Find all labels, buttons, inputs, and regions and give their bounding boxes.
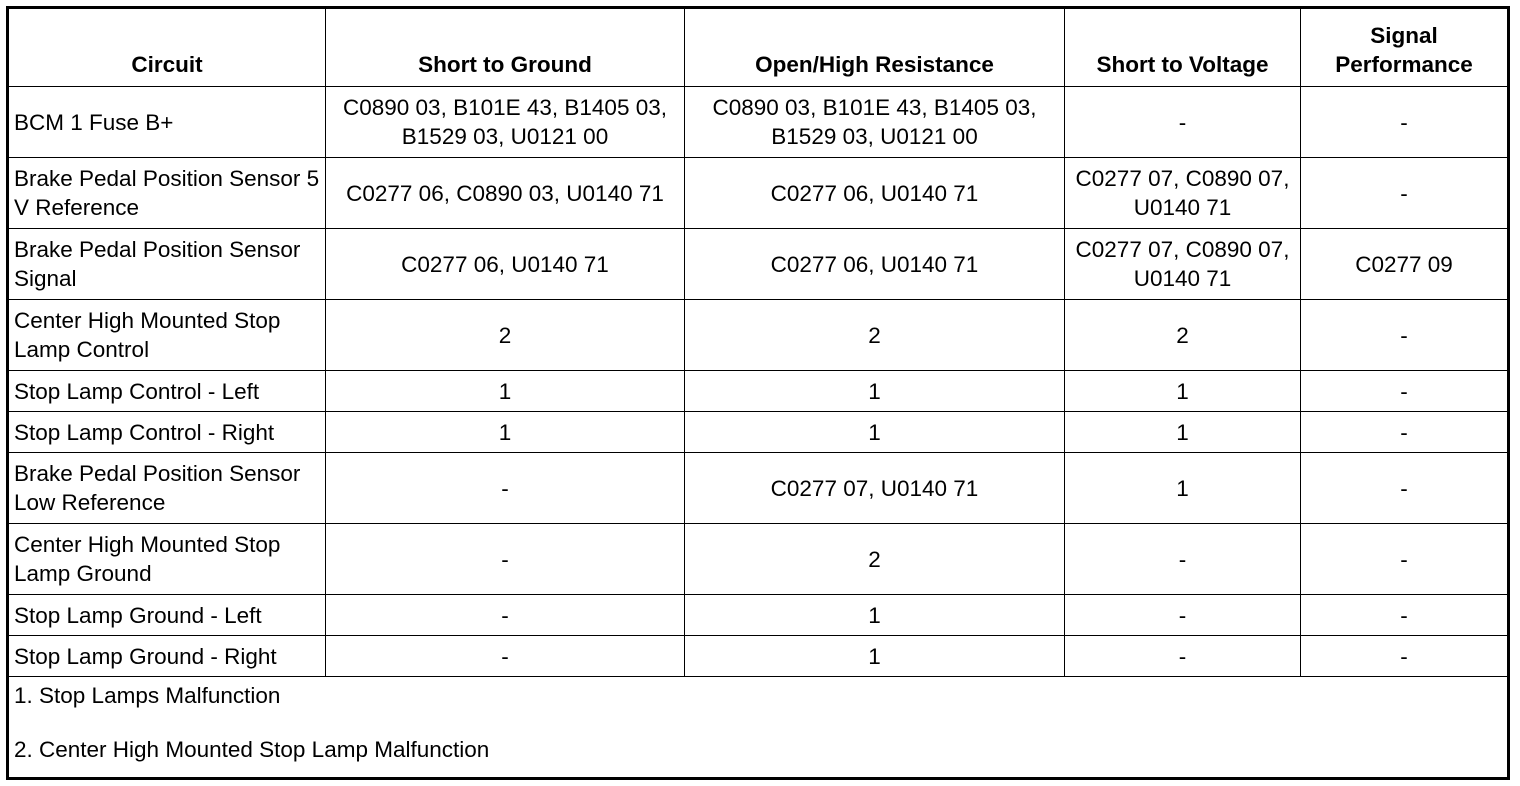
short-to-voltage-cell: C0277 07, C0890 07, U0140 71 (1065, 229, 1301, 300)
short-to-voltage-cell: 1 (1065, 412, 1301, 453)
signal-performance-cell: - (1301, 453, 1509, 524)
circuit-cell: Stop Lamp Control - Right (8, 412, 326, 453)
open-high-resistance-cell: 1 (685, 636, 1065, 677)
circuit-cell: Stop Lamp Ground - Left (8, 595, 326, 636)
short-to-ground-cell: - (326, 453, 685, 524)
diagnostic-table-container (6, 6, 1507, 780)
open-high-resistance-cell: C0277 07, U0140 71 (685, 453, 1065, 524)
notes-cell (8, 677, 1509, 779)
table-row (8, 158, 1509, 229)
short-to-voltage-cell: 1 (1065, 371, 1301, 412)
footnote-2: 2. Center High Mounted Stop Lamp Malfunction (14, 737, 490, 762)
table-row (8, 229, 1509, 300)
signal-performance-cell: - (1301, 595, 1509, 636)
open-high-resistance-cell: C0277 06, U0140 71 (685, 158, 1065, 229)
footnote-1: 1. Stop Lamps Malfunction (14, 683, 281, 708)
circuit-cell: Center High Mounted Stop Lamp Control (8, 300, 326, 371)
open-high-resistance-cell: 2 (685, 300, 1065, 371)
table-row (8, 636, 1509, 677)
table-row (8, 412, 1509, 453)
header-open-high-resistance: Open/High Resistance (685, 8, 1065, 87)
circuit-cell: Center High Mounted Stop Lamp Ground (8, 524, 326, 595)
open-high-resistance-cell: 2 (685, 524, 1065, 595)
table-row (8, 300, 1509, 371)
open-high-resistance-cell: C0890 03, B101E 43, B1405 03, B1529 03, U0121 00 (685, 87, 1065, 158)
short-to-ground-cell: - (326, 595, 685, 636)
short-to-ground-cell: 1 (326, 412, 685, 453)
signal-performance-cell: - (1301, 158, 1509, 229)
short-to-ground-cell: 2 (326, 300, 685, 371)
circuit-cell: Brake Pedal Position Sensor Signal (8, 229, 326, 300)
signal-performance-cell: - (1301, 636, 1509, 677)
short-to-ground-cell: 1 (326, 371, 685, 412)
open-high-resistance-cell: C0277 06, U0140 71 (685, 229, 1065, 300)
table-row (8, 524, 1509, 595)
signal-performance-cell: - (1301, 412, 1509, 453)
short-to-voltage-cell: - (1065, 87, 1301, 158)
short-to-voltage-cell: - (1065, 595, 1301, 636)
table-row (8, 371, 1509, 412)
signal-performance-cell: - (1301, 371, 1509, 412)
circuit-cell: Stop Lamp Control - Left (8, 371, 326, 412)
short-to-ground-cell: - (326, 636, 685, 677)
header-row (8, 8, 1509, 87)
short-to-voltage-cell: C0277 07, C0890 07, U0140 71 (1065, 158, 1301, 229)
short-to-ground-cell: - (326, 524, 685, 595)
signal-performance-cell: - (1301, 300, 1509, 371)
open-high-resistance-cell: 1 (685, 371, 1065, 412)
short-to-ground-cell: C0277 06, U0140 71 (326, 229, 685, 300)
short-to-ground-cell: C0890 03, B101E 43, B1405 03, B1529 03, U0121 00 (326, 87, 685, 158)
header-signal-performance: Signal Performance (1301, 8, 1509, 87)
signal-performance-cell: - (1301, 87, 1509, 158)
notes-row (8, 677, 1509, 779)
table-row (8, 87, 1509, 158)
table-row (8, 595, 1509, 636)
circuit-cell: Brake Pedal Position Sensor 5 V Reference (8, 158, 326, 229)
circuit-cell: BCM 1 Fuse B+ (8, 87, 326, 158)
circuit-cell: Brake Pedal Position Sensor Low Reference (8, 453, 326, 524)
open-high-resistance-cell: 1 (685, 595, 1065, 636)
short-to-voltage-cell: 1 (1065, 453, 1301, 524)
open-high-resistance-cell: 1 (685, 412, 1065, 453)
signal-performance-cell: C0277 09 (1301, 229, 1509, 300)
short-to-voltage-cell: - (1065, 524, 1301, 595)
signal-performance-cell: - (1301, 524, 1509, 595)
short-to-voltage-cell: - (1065, 636, 1301, 677)
header-short-to-voltage: Short to Voltage (1065, 8, 1301, 87)
short-to-voltage-cell: 2 (1065, 300, 1301, 371)
short-to-ground-cell: C0277 06, C0890 03, U0140 71 (326, 158, 685, 229)
table-row (8, 453, 1509, 524)
circuit-dtc-table (6, 6, 1510, 780)
circuit-cell: Stop Lamp Ground - Right (8, 636, 326, 677)
header-short-to-ground: Short to Ground (326, 8, 685, 87)
header-circuit: Circuit (8, 8, 326, 87)
